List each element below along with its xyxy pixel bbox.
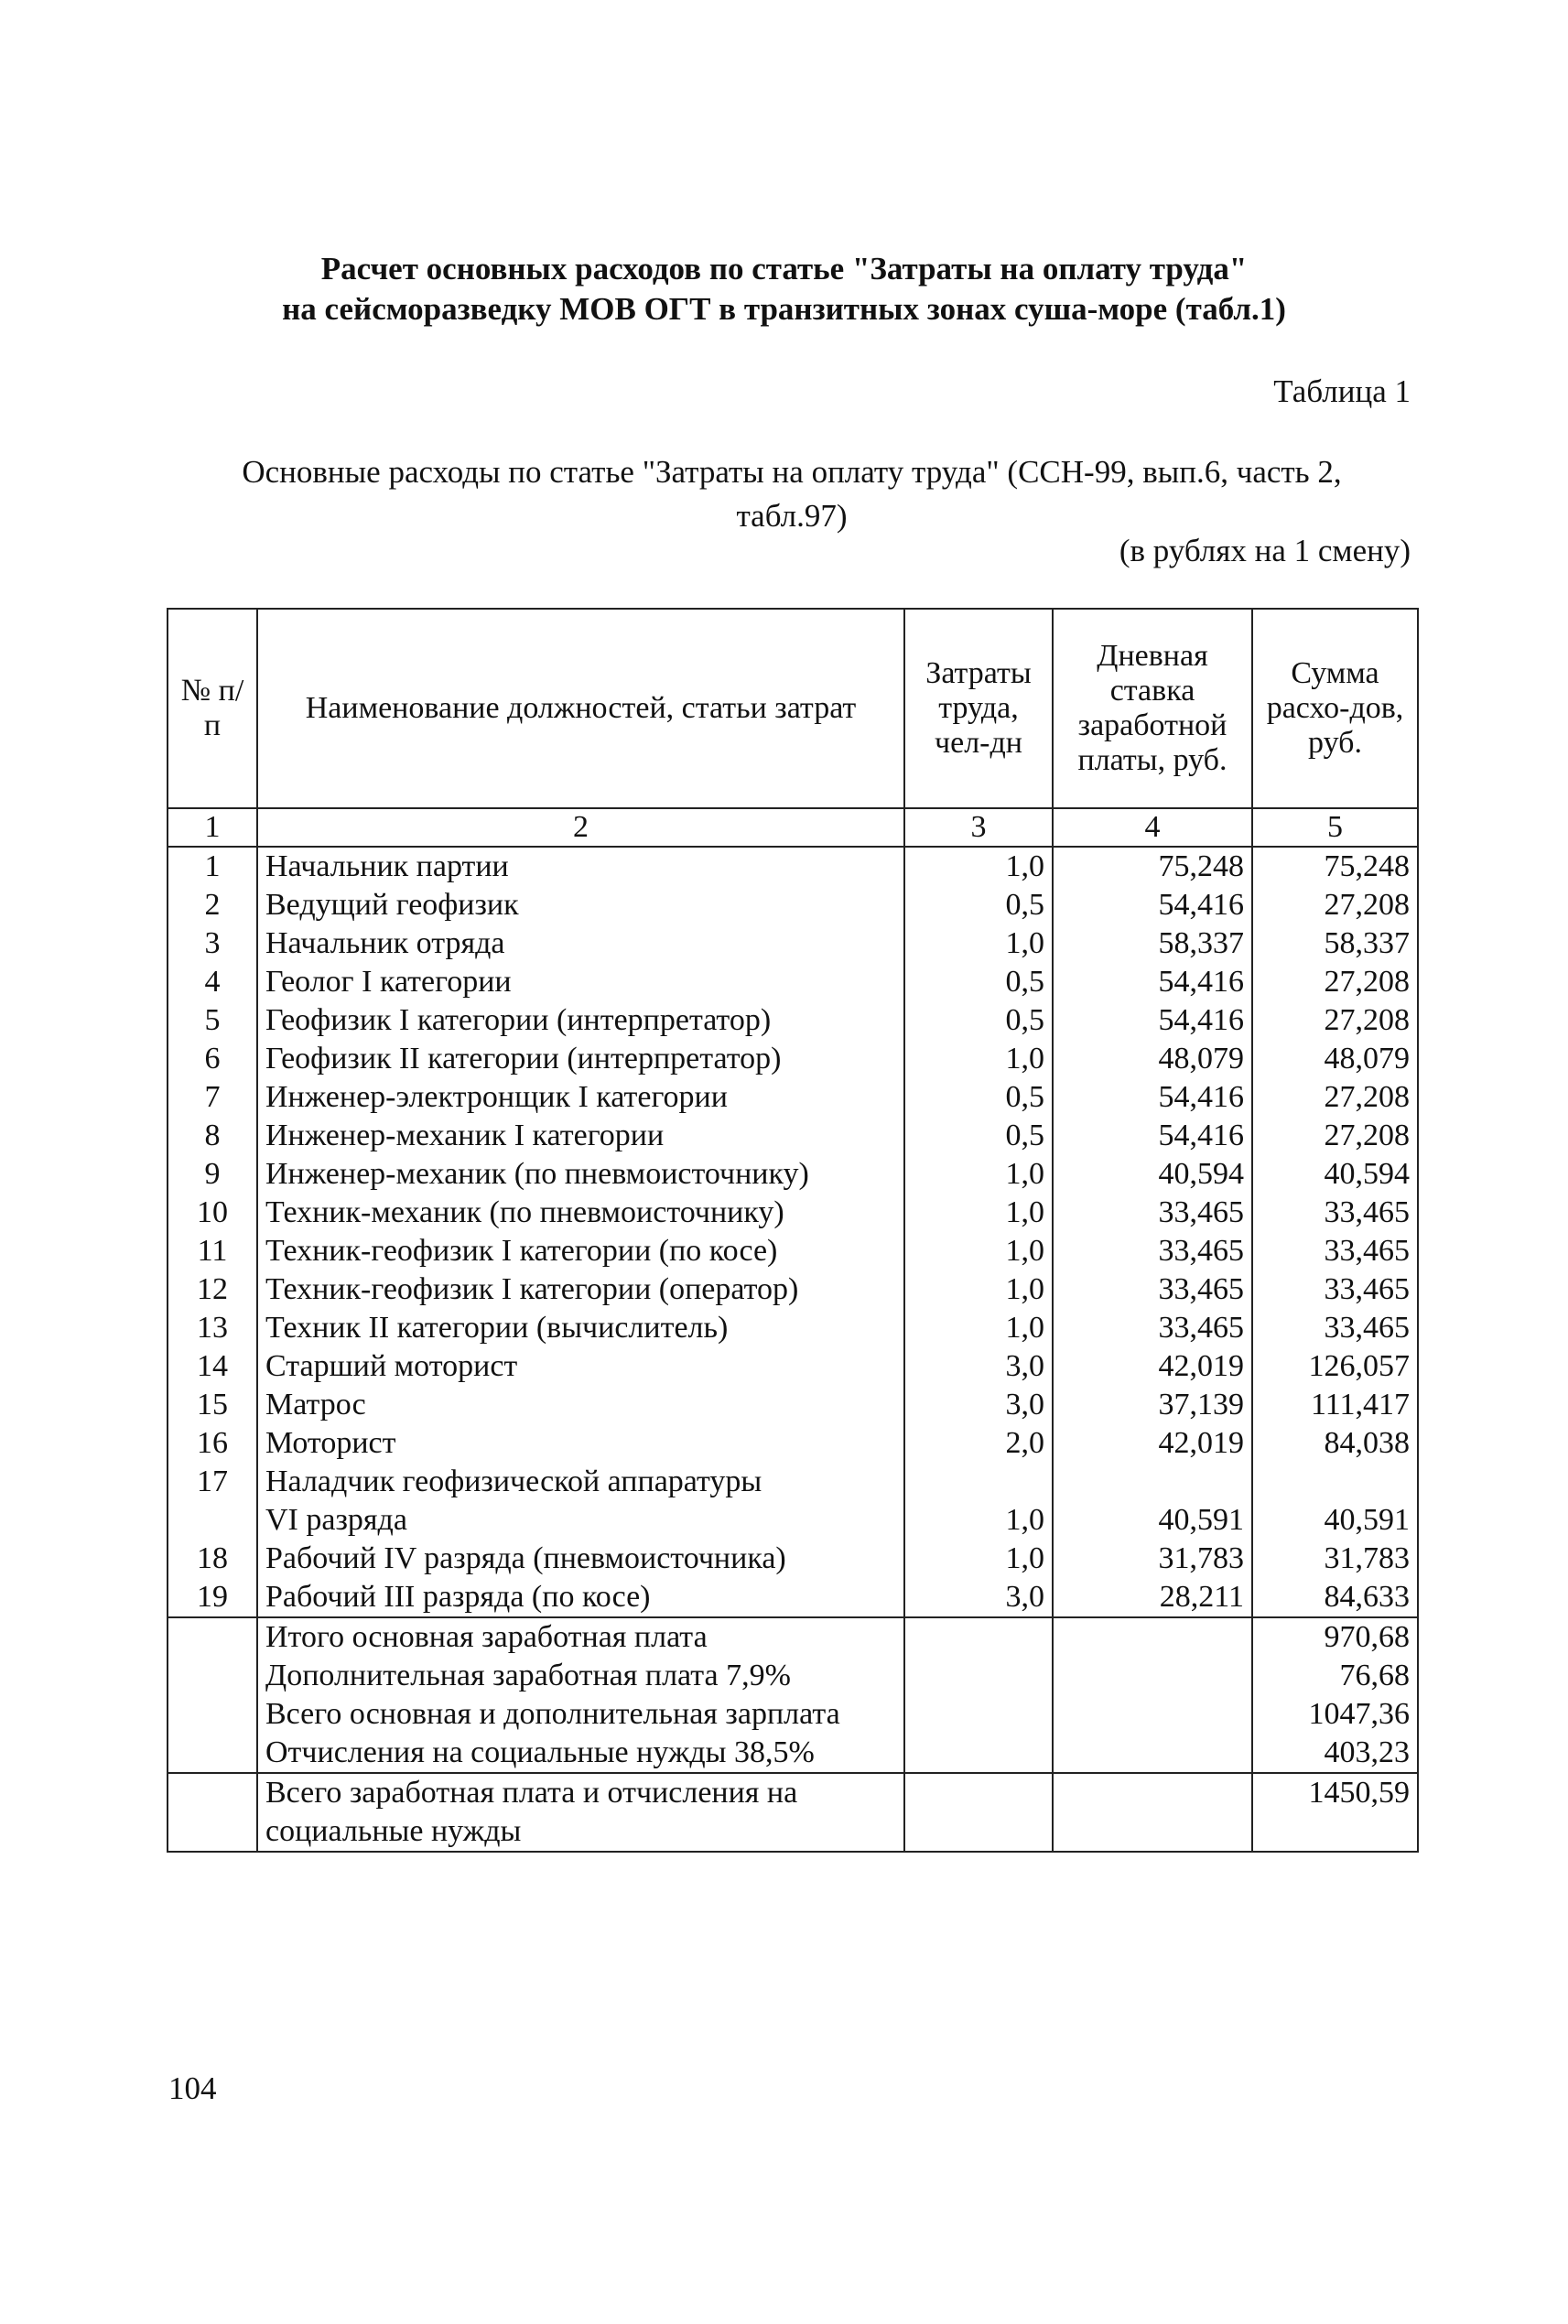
row-sum: 27,208: [1252, 886, 1418, 924]
column-number: 5: [1252, 808, 1418, 847]
summary-empty: [168, 1617, 257, 1657]
table-row: [168, 1540, 1418, 1578]
title-line-2: на сейсморазведку МОВ ОГТ в транзитных зонах суша-море (табл.1): [282, 291, 1286, 327]
row-name: [257, 886, 904, 924]
row-labor: 0,5: [904, 886, 1053, 924]
row-number: 11: [168, 1232, 257, 1270]
page-number: 104: [168, 2070, 217, 2106]
summary-empty: [1053, 1695, 1252, 1734]
summary-row: [168, 1695, 1418, 1734]
table-row: [168, 1386, 1418, 1424]
table-row: [168, 1117, 1418, 1155]
header-rate: Дневная ставка заработной платы, руб.: [1053, 609, 1252, 808]
row-number: 16: [168, 1424, 257, 1463]
header-labor: Затраты труда, чел-дн: [904, 609, 1053, 808]
row-number: 4: [168, 963, 257, 1001]
row-rate: 42,019: [1053, 1347, 1252, 1386]
row-labor: 1,0: [904, 847, 1053, 886]
row-name: [257, 1270, 904, 1309]
row-name-line: Геофизик II категории (интерпретатор): [265, 1042, 782, 1076]
table-row: [168, 1270, 1418, 1309]
table-row: [168, 1463, 1418, 1540]
summary-row: [168, 1734, 1418, 1773]
column-number: 1: [168, 808, 257, 847]
row-name-line: Техник-геофизик I категории (по косе): [265, 1234, 778, 1268]
table-row: [168, 1078, 1418, 1117]
row-name: [257, 1386, 904, 1424]
row-sum: 33,465: [1252, 1270, 1418, 1309]
row-number: 13: [168, 1309, 257, 1347]
row-name: [257, 1347, 904, 1386]
header-num: № п/п: [168, 609, 257, 808]
row-sum: 31,783: [1252, 1540, 1418, 1578]
row-labor: 0,5: [904, 1117, 1053, 1155]
row-number: 19: [168, 1578, 257, 1617]
caption-line-2: табл.97): [736, 498, 848, 534]
row-sum: 33,465: [1252, 1232, 1418, 1270]
table-row: [168, 1424, 1418, 1463]
row-sum: 75,248: [1252, 847, 1418, 886]
row-rate: 33,465: [1053, 1232, 1252, 1270]
row-labor: 1,0: [904, 1309, 1053, 1347]
table-row: [168, 1232, 1418, 1270]
row-number: 7: [168, 1078, 257, 1117]
row-sum: 33,465: [1252, 1194, 1418, 1232]
row-rate: 42,019: [1053, 1424, 1252, 1463]
table-row: [168, 1040, 1418, 1078]
row-rate: 33,465: [1053, 1309, 1252, 1347]
summary-name: Всего основная и дополнительная зарплата: [257, 1695, 904, 1734]
row-number: 2: [168, 886, 257, 924]
row-rate: 48,079: [1053, 1040, 1252, 1078]
row-sum: 40,594: [1252, 1155, 1418, 1194]
summary-row: [168, 1657, 1418, 1695]
table-caption: [183, 450, 1400, 538]
row-name-line: VI разряда: [265, 1503, 407, 1537]
caption-line-1: Основные расходы по статье "Затраты на оплату труда" (ССН-99, вып.6, часть 2,: [242, 454, 1342, 490]
row-name: [257, 1463, 904, 1540]
row-sum: 126,057: [1252, 1347, 1418, 1386]
row-name-line: Техник-механик (по пневмоисточнику): [265, 1195, 784, 1229]
table-row: [168, 963, 1418, 1001]
row-name: [257, 1578, 904, 1617]
total-empty: [904, 1773, 1053, 1852]
row-labor: 0,5: [904, 1001, 1053, 1040]
summary-empty: [904, 1657, 1053, 1695]
row-number: 15: [168, 1386, 257, 1424]
row-number: 10: [168, 1194, 257, 1232]
column-number: 2: [257, 808, 904, 847]
row-rate: 31,783: [1053, 1540, 1252, 1578]
summary-sum: 403,23: [1252, 1734, 1418, 1773]
row-name-line: Инженер-механик (по пневмоисточнику): [265, 1157, 809, 1191]
row-number: 5: [168, 1001, 257, 1040]
row-sum: 27,208: [1252, 1001, 1418, 1040]
row-rate: 58,337: [1053, 924, 1252, 963]
row-number: 17: [168, 1463, 257, 1540]
row-name: [257, 924, 904, 963]
row-name-line: Инженер-механик I категории: [265, 1119, 665, 1152]
row-labor: 1,0: [904, 1155, 1053, 1194]
row-number: 6: [168, 1040, 257, 1078]
row-name-line: Рабочий III разряда (по косе): [265, 1580, 651, 1614]
summary-empty: [904, 1734, 1053, 1773]
table-row: [168, 1194, 1418, 1232]
row-sum: 58,337: [1252, 924, 1418, 963]
summary-empty: [1053, 1734, 1252, 1773]
row-rate: 54,416: [1053, 963, 1252, 1001]
total-name: Всего заработная плата и отчисления на социальные нужды: [257, 1773, 904, 1852]
row-name: [257, 1001, 904, 1040]
row-labor: 0,5: [904, 963, 1053, 1001]
column-number: 4: [1053, 808, 1252, 847]
row-labor: 1,0: [904, 1232, 1053, 1270]
row-sum: 33,465: [1252, 1309, 1418, 1347]
row-labor: 1,0: [904, 924, 1053, 963]
column-number: 3: [904, 808, 1053, 847]
row-labor: 3,0: [904, 1347, 1053, 1386]
summary-name: Дополнительная заработная плата 7,9%: [257, 1657, 904, 1695]
row-name-line: Геофизик I категории (интерпретатор): [265, 1003, 772, 1037]
row-name: [257, 1078, 904, 1117]
row-labor: 3,0: [904, 1578, 1053, 1617]
table-row: [168, 1155, 1418, 1194]
summary-name: Отчисления на социальные нужды 38,5%: [257, 1734, 904, 1773]
total-row: [168, 1773, 1418, 1852]
row-sum: 27,208: [1252, 1117, 1418, 1155]
row-number: 3: [168, 924, 257, 963]
summary-sum: 1047,36: [1252, 1695, 1418, 1734]
table-row: [168, 847, 1418, 886]
row-rate: 54,416: [1053, 1117, 1252, 1155]
row-rate: 54,416: [1053, 886, 1252, 924]
row-labor: 1,0: [904, 1540, 1053, 1578]
row-name: [257, 1194, 904, 1232]
row-name: [257, 1309, 904, 1347]
table-row: [168, 1309, 1418, 1347]
summary-sum: 76,68: [1252, 1657, 1418, 1695]
row-labor: 1,0: [904, 1463, 1053, 1540]
row-sum: 27,208: [1252, 963, 1418, 1001]
row-labor: 3,0: [904, 1386, 1053, 1424]
row-name: [257, 1540, 904, 1578]
row-name-line: Наладчик геофизической аппаратуры: [265, 1465, 762, 1498]
row-labor: 1,0: [904, 1194, 1053, 1232]
table-row: [168, 1347, 1418, 1386]
row-number: 14: [168, 1347, 257, 1386]
row-rate: 54,416: [1053, 1001, 1252, 1040]
summary-empty: [168, 1657, 257, 1695]
row-name: [257, 963, 904, 1001]
table-row: [168, 924, 1418, 963]
row-rate: 33,465: [1053, 1194, 1252, 1232]
row-name: [257, 1155, 904, 1194]
row-number: 18: [168, 1540, 257, 1578]
row-rate: 75,248: [1053, 847, 1252, 886]
row-sum: 84,633: [1252, 1578, 1418, 1617]
table-label: Таблица 1: [1273, 373, 1411, 409]
document-title: [0, 249, 1568, 330]
column-number-row: [168, 808, 1418, 847]
row-name-line: Начальник партии: [265, 849, 509, 883]
total-empty: [1053, 1773, 1252, 1852]
row-name-line: Начальник отряда: [265, 926, 505, 960]
row-name-line: Техник-геофизик I категории (оператор): [265, 1272, 799, 1306]
row-rate: 33,465: [1053, 1270, 1252, 1309]
row-sum: 48,079: [1252, 1040, 1418, 1078]
units-note: (в рублях на 1 смену): [1119, 533, 1411, 568]
row-labor: 0,5: [904, 1078, 1053, 1117]
table-row: [168, 886, 1418, 924]
row-sum: 111,417: [1252, 1386, 1418, 1424]
total-empty: [168, 1773, 257, 1852]
row-sum: 84,038: [1252, 1424, 1418, 1463]
row-name-line: Старший моторист: [265, 1349, 518, 1383]
summary-empty: [904, 1617, 1053, 1657]
row-number: 12: [168, 1270, 257, 1309]
row-rate: 28,211: [1053, 1578, 1252, 1617]
title-line-1: Расчет основных расходов по статье "Затраты на оплату труда": [320, 251, 1248, 286]
row-labor: 1,0: [904, 1040, 1053, 1078]
row-rate: 40,594: [1053, 1155, 1252, 1194]
row-name-line: Рабочий IV разряда (пневмоисточника): [265, 1541, 786, 1575]
row-rate: 37,139: [1053, 1386, 1252, 1424]
row-name-line: Геолог I категории: [265, 965, 512, 999]
row-name: [257, 847, 904, 886]
row-rate: 54,416: [1053, 1078, 1252, 1117]
row-number: 9: [168, 1155, 257, 1194]
summary-row: [168, 1617, 1418, 1657]
row-name-line: Инженер-электронщик I категории: [265, 1080, 728, 1114]
row-name-line: Матрос: [265, 1388, 366, 1421]
row-name: [257, 1117, 904, 1155]
row-labor: 2,0: [904, 1424, 1053, 1463]
row-rate: 40,591: [1053, 1463, 1252, 1540]
summary-name: Итого основная заработная плата: [257, 1617, 904, 1657]
summary-empty: [168, 1695, 257, 1734]
row-sum: 40,591: [1252, 1463, 1418, 1540]
header-sum: Сумма расхо-дов, руб.: [1252, 609, 1418, 808]
row-number: 1: [168, 847, 257, 886]
summary-empty: [1053, 1657, 1252, 1695]
row-name-line: Ведущий геофизик: [265, 888, 519, 922]
table-row: [168, 1001, 1418, 1040]
expense-table: [167, 608, 1419, 1853]
header-row: [168, 609, 1418, 808]
row-number: 8: [168, 1117, 257, 1155]
summary-empty: [168, 1734, 257, 1773]
header-name: Наименование должностей, статьи затрат: [257, 609, 904, 808]
row-name-line: Моторист: [265, 1426, 396, 1460]
row-name: [257, 1424, 904, 1463]
row-name: [257, 1232, 904, 1270]
row-name-line: Техник II категории (вычислитель): [265, 1311, 729, 1345]
row-name: [257, 1040, 904, 1078]
table-row: [168, 1578, 1418, 1617]
row-sum: 27,208: [1252, 1078, 1418, 1117]
summary-empty: [1053, 1617, 1252, 1657]
total-sum: 1450,59: [1252, 1773, 1418, 1852]
summary-empty: [904, 1695, 1053, 1734]
summary-sum: 970,68: [1252, 1617, 1418, 1657]
row-labor: 1,0: [904, 1270, 1053, 1309]
